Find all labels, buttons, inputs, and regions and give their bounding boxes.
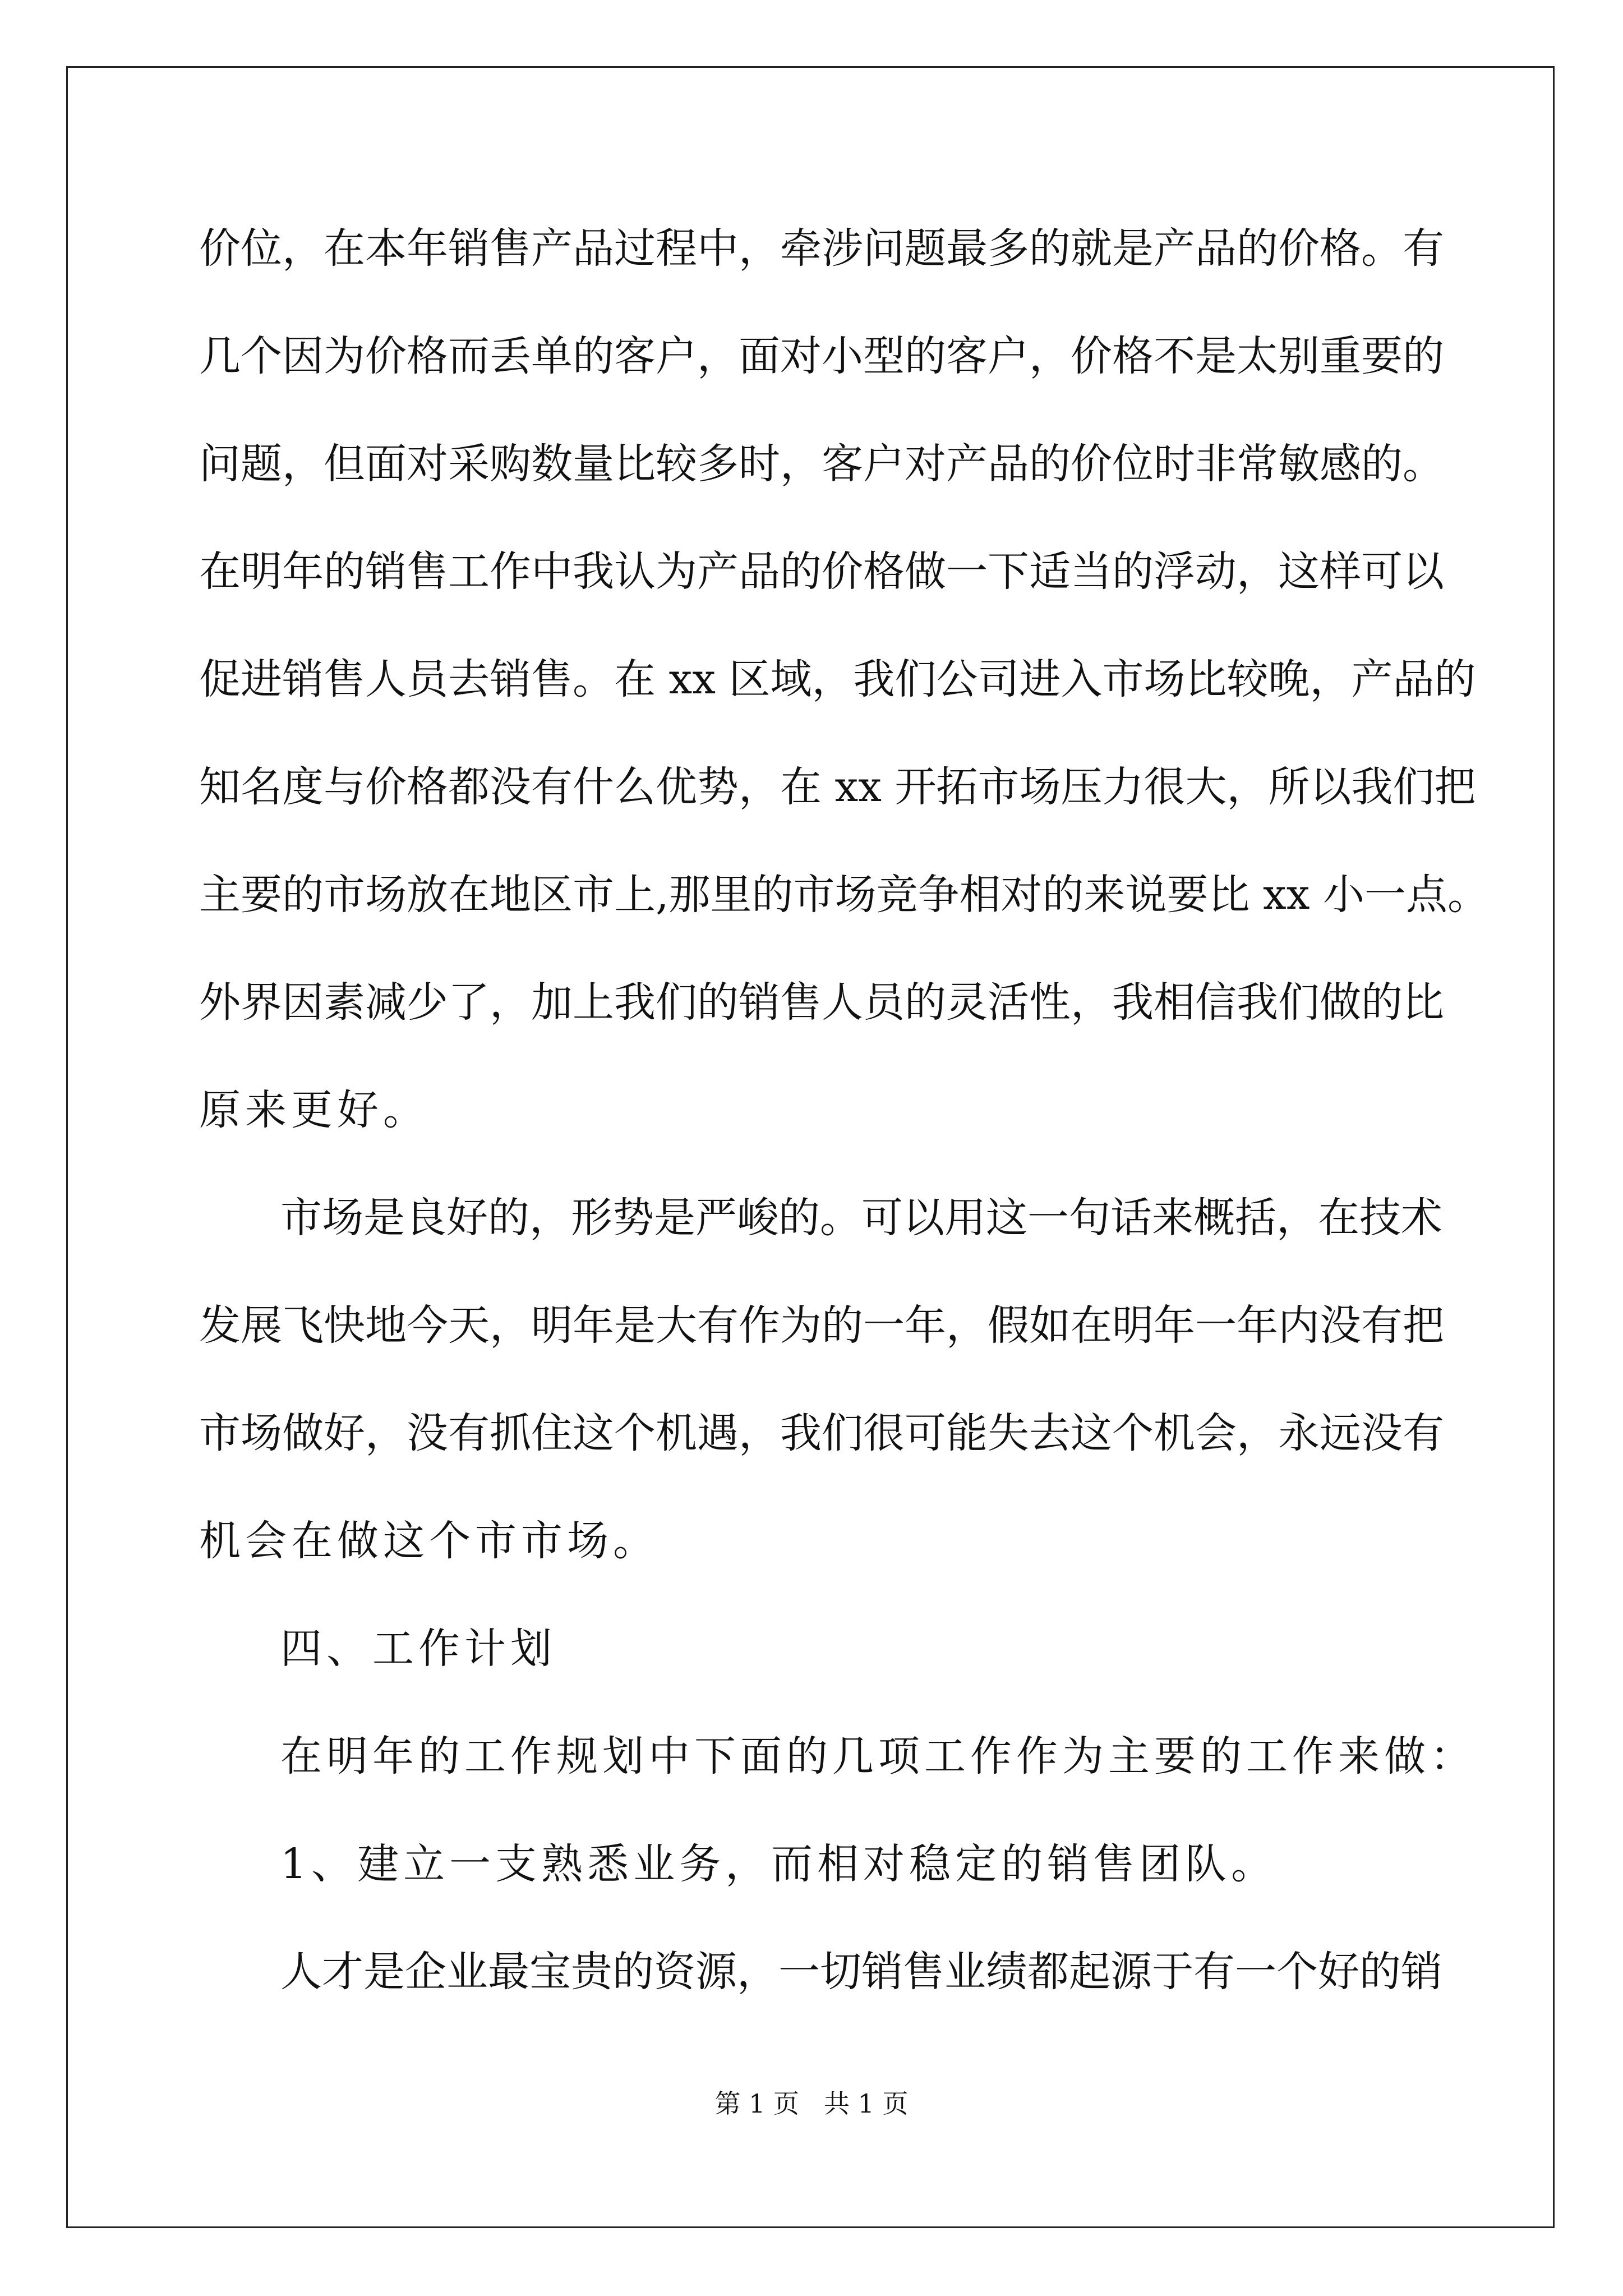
paragraph-line: 原来更好。 — [199, 1086, 429, 1134]
page-border — [66, 66, 1555, 2228]
list-item-heading: 1、建立一支熟悉业务，而相对稳定的销售团队。 — [280, 1840, 1278, 1888]
paragraph-line: 促进销售人员去销售。在 xx 区域，我们公司进入市场比较晚，产品的 — [199, 655, 1476, 703]
page-total: 共 1 页 — [824, 2088, 909, 2119]
paragraph-line: 知名度与价格都没有什么优势，在 xx 开拓市场压力很大，所以我们把 — [199, 763, 1476, 811]
paragraph-line: 问题，但面对采购数量比较多时，客户对产品的价位时非常敏感的。 — [199, 440, 1444, 488]
section-heading: 四、工作计划 — [280, 1625, 556, 1673]
paragraph-line: 几个因为价格而丢单的客户，面对小型的客户，价格不是太别重要的 — [199, 332, 1444, 380]
paragraph-line: 市场是良好的，形势是严峻的。可以用这一句话来概括，在技术 — [280, 1194, 1442, 1242]
page-number: 第 1 页 — [714, 2088, 799, 2119]
paragraph-line: 价位，在本年销售产品过程中，牵涉问题最多的就是产品的价格。有 — [199, 224, 1444, 273]
paragraph-line: 在明年的工作规划中下面的几项工作作为主要的工作来做： — [280, 1732, 1476, 1780]
paragraph-line: 主要的市场放在地区市上,那里的市场竞争相对的来说要比 xx 小一点。 — [199, 871, 1490, 919]
paragraph-line: 市场做好，没有抓住这个机遇，我们很可能失去这个机会，永远没有 — [199, 1409, 1444, 1457]
paragraph-line: 外界因素减少了，加上我们的销售人员的灵活性，我相信我们做的比 — [199, 978, 1444, 1027]
paragraph-line: 机会在做这个市市场。 — [199, 1517, 659, 1565]
paragraph-line: 发展飞快地今天，明年是大有作为的一年，假如在明年一年内没有把 — [199, 1301, 1444, 1350]
page-footer — [0, 2087, 1623, 2120]
paragraph-line: 人才是企业最宝贵的资源，一切销售业绩都起源于有一个好的销 — [280, 1948, 1442, 1996]
paragraph-line: 在明年的销售工作中我认为产品的价格做一下适当的浮动，这样可以 — [199, 547, 1444, 596]
